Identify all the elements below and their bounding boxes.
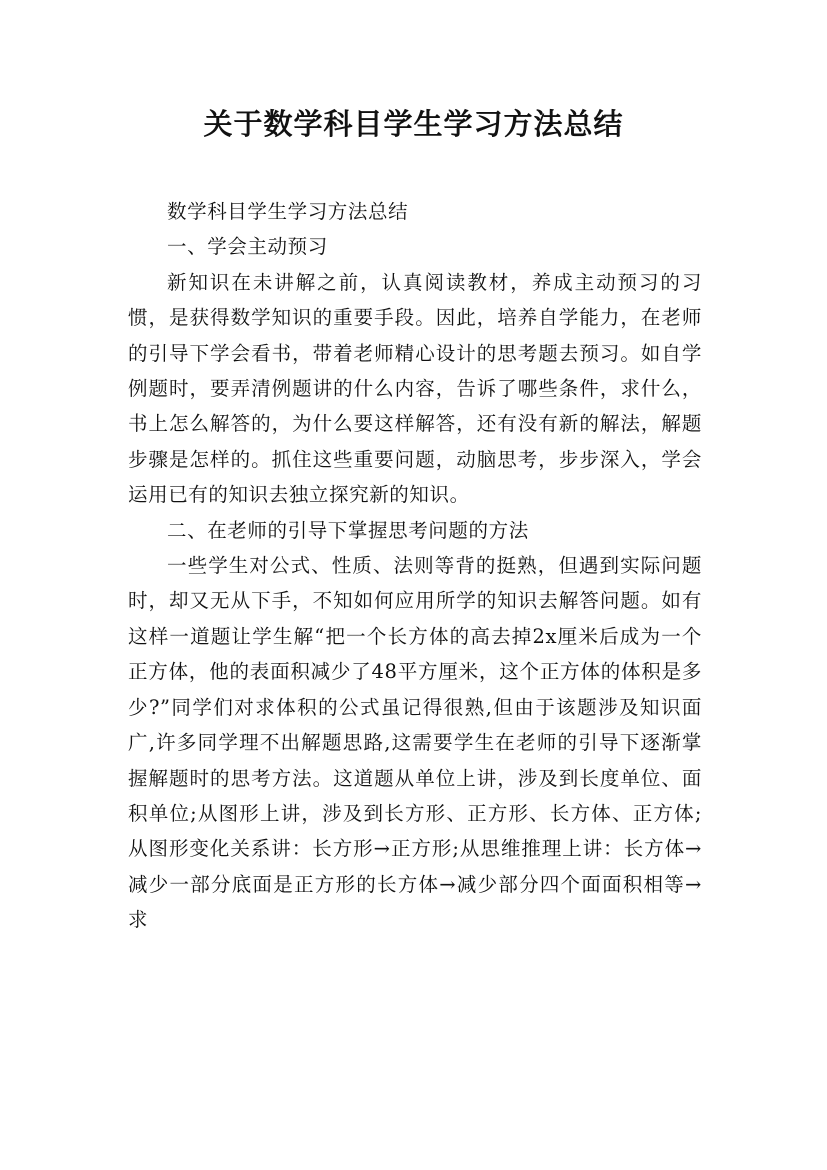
document-title: 关于数学科目学生学习方法总结	[203, 107, 624, 141]
section-heading-1: 一、学会主动预习	[167, 235, 328, 259]
document-body	[128, 194, 702, 938]
paragraph-preview: 新知识在未讲解之前，认真阅读教材，养成主动预习的习惯，是获得数学知识的重要手段。因此，培养自学能力，在老师的引导下学会看书，带着老师精心设计的思考题去预习。如自学例题时，要弄清例题讲的什么内容，告诉了哪些条件，求什么，书上怎么解答的，为什么要这样解答，还有没有新的解法，解题步骤是怎样的。抓住这些重要问题，动脑思考，步步深入，学会运用已有的知识去独立探究新的知识。	[128, 270, 702, 507]
section-heading-2: 二、在老师的引导下掌握思考问题的方法	[167, 518, 529, 542]
paragraph-subtitle: 数学科目学生学习方法总结	[167, 200, 409, 223]
paragraph-thinking-method: 一些学生对公式、性质、法则等背的挺熟，但遇到实际问题时，却又无从下手，不知如何应用所学的知识去解答问题。如有这样一道题让学生解“把一个长方体的高去掉2x厘米后成为一个正方体，他的表面积减少了48平方厘米，这个正方体的体积是多少?”同学们对求体积的公式虽记得很熟,但由于该题涉及知识面广,许多同学理不出解题思路,这需要学生在老师的引导下逐渐掌握解题时的思考方法。这道题从单位上讲，涉及到长度单位、面积单位;从图形上讲，涉及到长方形、正方形、长方体、正方体;从图形变化关系讲：长方形→正方形;从思维推理上讲：长方体→减少一部分底面是正方形的长方体→减少部分四个面面积相等→求	[128, 554, 702, 932]
